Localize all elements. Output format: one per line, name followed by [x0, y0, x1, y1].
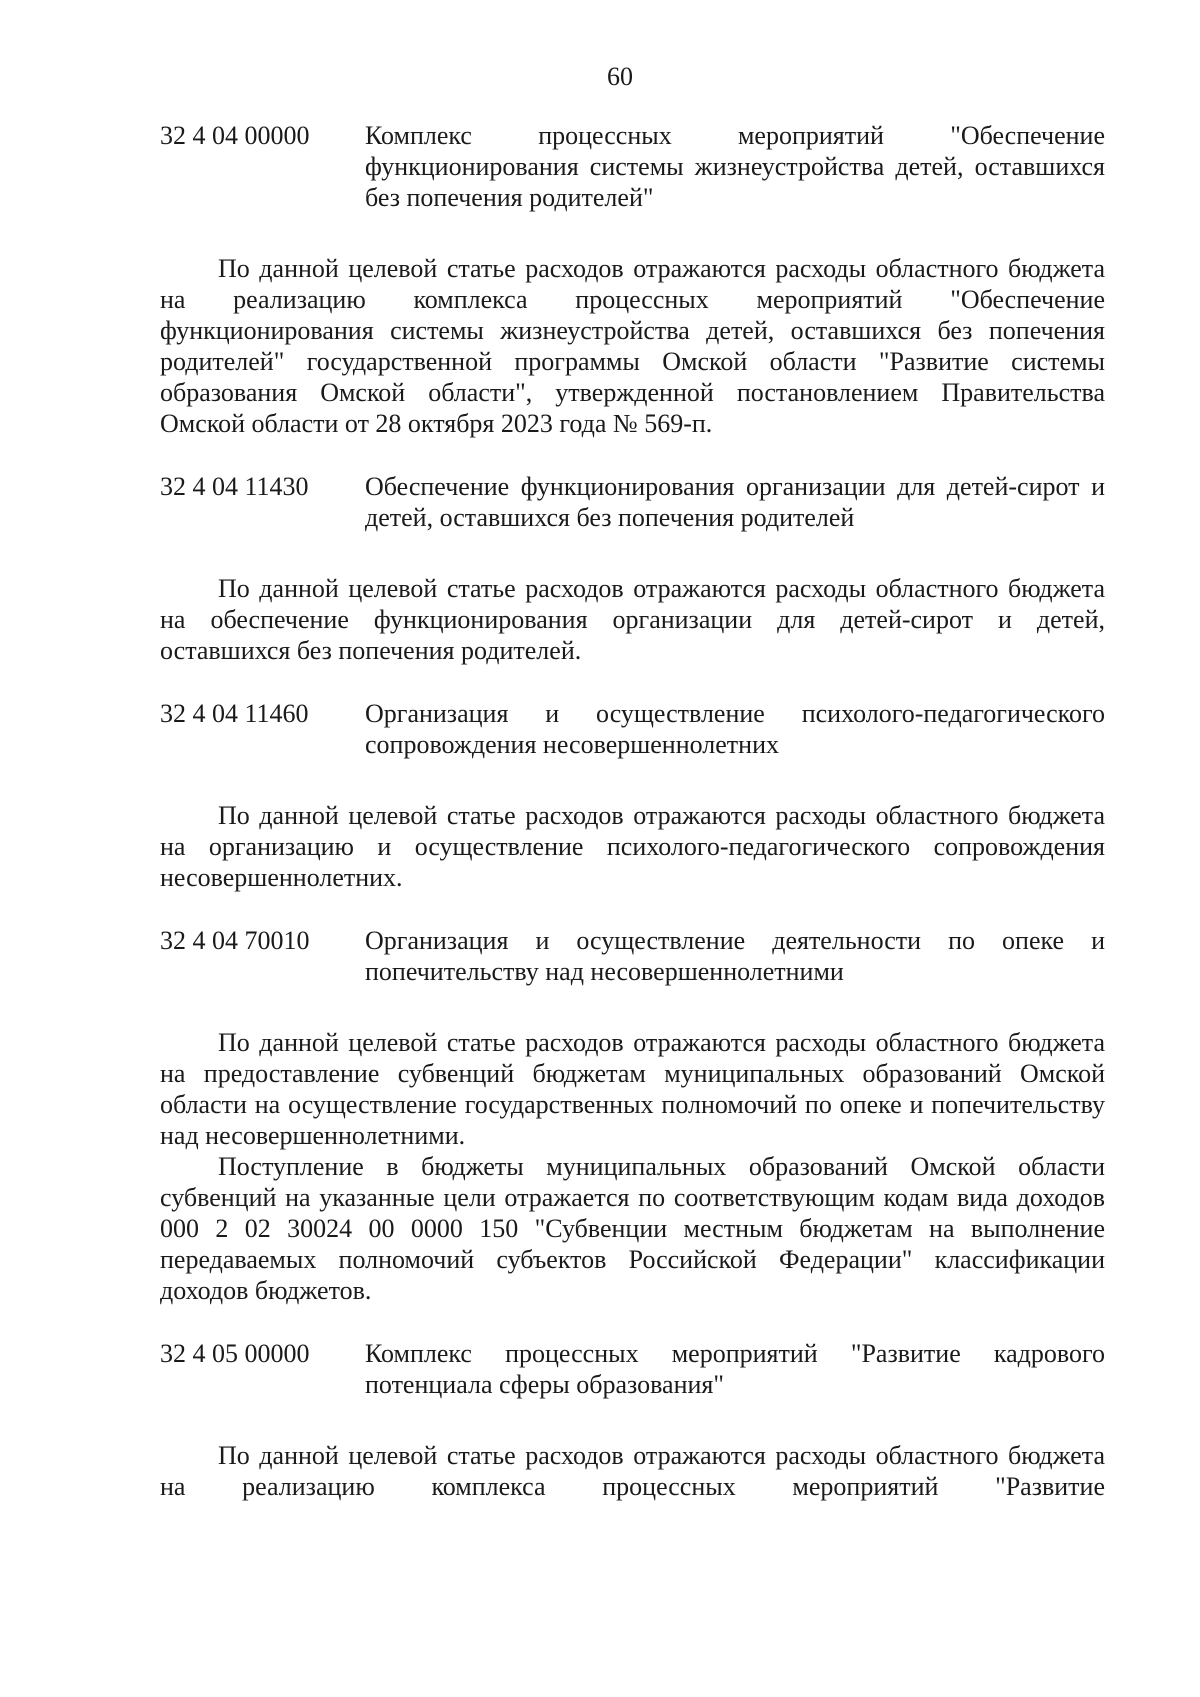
paragraph: По данной целевой статье расходов отражаются расходы областного бюджета на реализацию комплекса процессных мероприятий "Развитие [160, 1441, 1105, 1501]
paragraph: По данной целевой статье расходов отражаются расходы областного бюджета на организацию и осуществление психолого-педагогического сопровождения несовершеннолетних. [160, 801, 1105, 892]
section-heading [160, 471, 1105, 533]
budget-code: 32 4 04 11460 [160, 699, 309, 728]
budget-code: 32 4 04 00000 [160, 121, 310, 150]
section-title: Комплекс процессных мероприятий "Обеспечение функционирования системы жизнеустройства детей, оставшихся без попечения родителей" [365, 121, 1105, 212]
document-body [160, 120, 1105, 1502]
budget-code: 32 4 05 00000 [160, 1339, 310, 1368]
paragraph: По данной целевой статье расходов отражаются расходы областного бюджета на предоставление субвенций бюджетам муниципальных образований Омской области на осуществление государственных полномочий по опеке и попечительству над несовершеннолетними. [160, 1028, 1105, 1150]
paragraph: По данной целевой статье расходов отражаются расходы областного бюджета на обеспечение функционирования организации для детей-сирот и детей, оставшихся без попечения родителей. [160, 574, 1105, 665]
budget-code: 32 4 04 11430 [160, 472, 309, 501]
section-title: Организация и осуществление психолого-педагогического сопровождения несовершеннолетних [365, 699, 1105, 759]
section-title: Организация и осуществление деятельности по опеке и попечительству над несовершеннолетними [365, 926, 1105, 986]
section-heading [160, 1338, 1105, 1400]
section-heading [160, 698, 1105, 760]
paragraph: Поступление в бюджеты муниципальных образований Омской области субвенций на указанные цели отражается по соответствующим кодам вида доходов 000 2 02 30024 00 0000 150 "Субвенции местным бюджетам на выполнение передаваемых полномочий субъектов Российской Федерации" классификации доходов бюджетов. [160, 1152, 1105, 1305]
section-title: Комплекс процессных мероприятий "Развитие кадрового потенциала сферы образования" [365, 1339, 1105, 1399]
section-title: Обеспечение функционирования организации для детей-сирот и детей, оставшихся без попечения родителей [365, 472, 1105, 532]
section-heading [160, 120, 1105, 213]
paragraph: По данной целевой статье расходов отражаются расходы областного бюджета на реализацию комплекса процессных мероприятий "Обеспечение функционирования системы жизнеустройства детей, оставшихся без попечения родителей" государственной программы Омской области "Развитие системы образования Омской области", утвержденной постановлением Правительства Омской области от 28 октября 2023 года № 569-п. [160, 254, 1105, 438]
budget-code: 32 4 04 70010 [160, 926, 310, 955]
section-heading [160, 925, 1105, 987]
page-number: 60 [607, 62, 633, 91]
